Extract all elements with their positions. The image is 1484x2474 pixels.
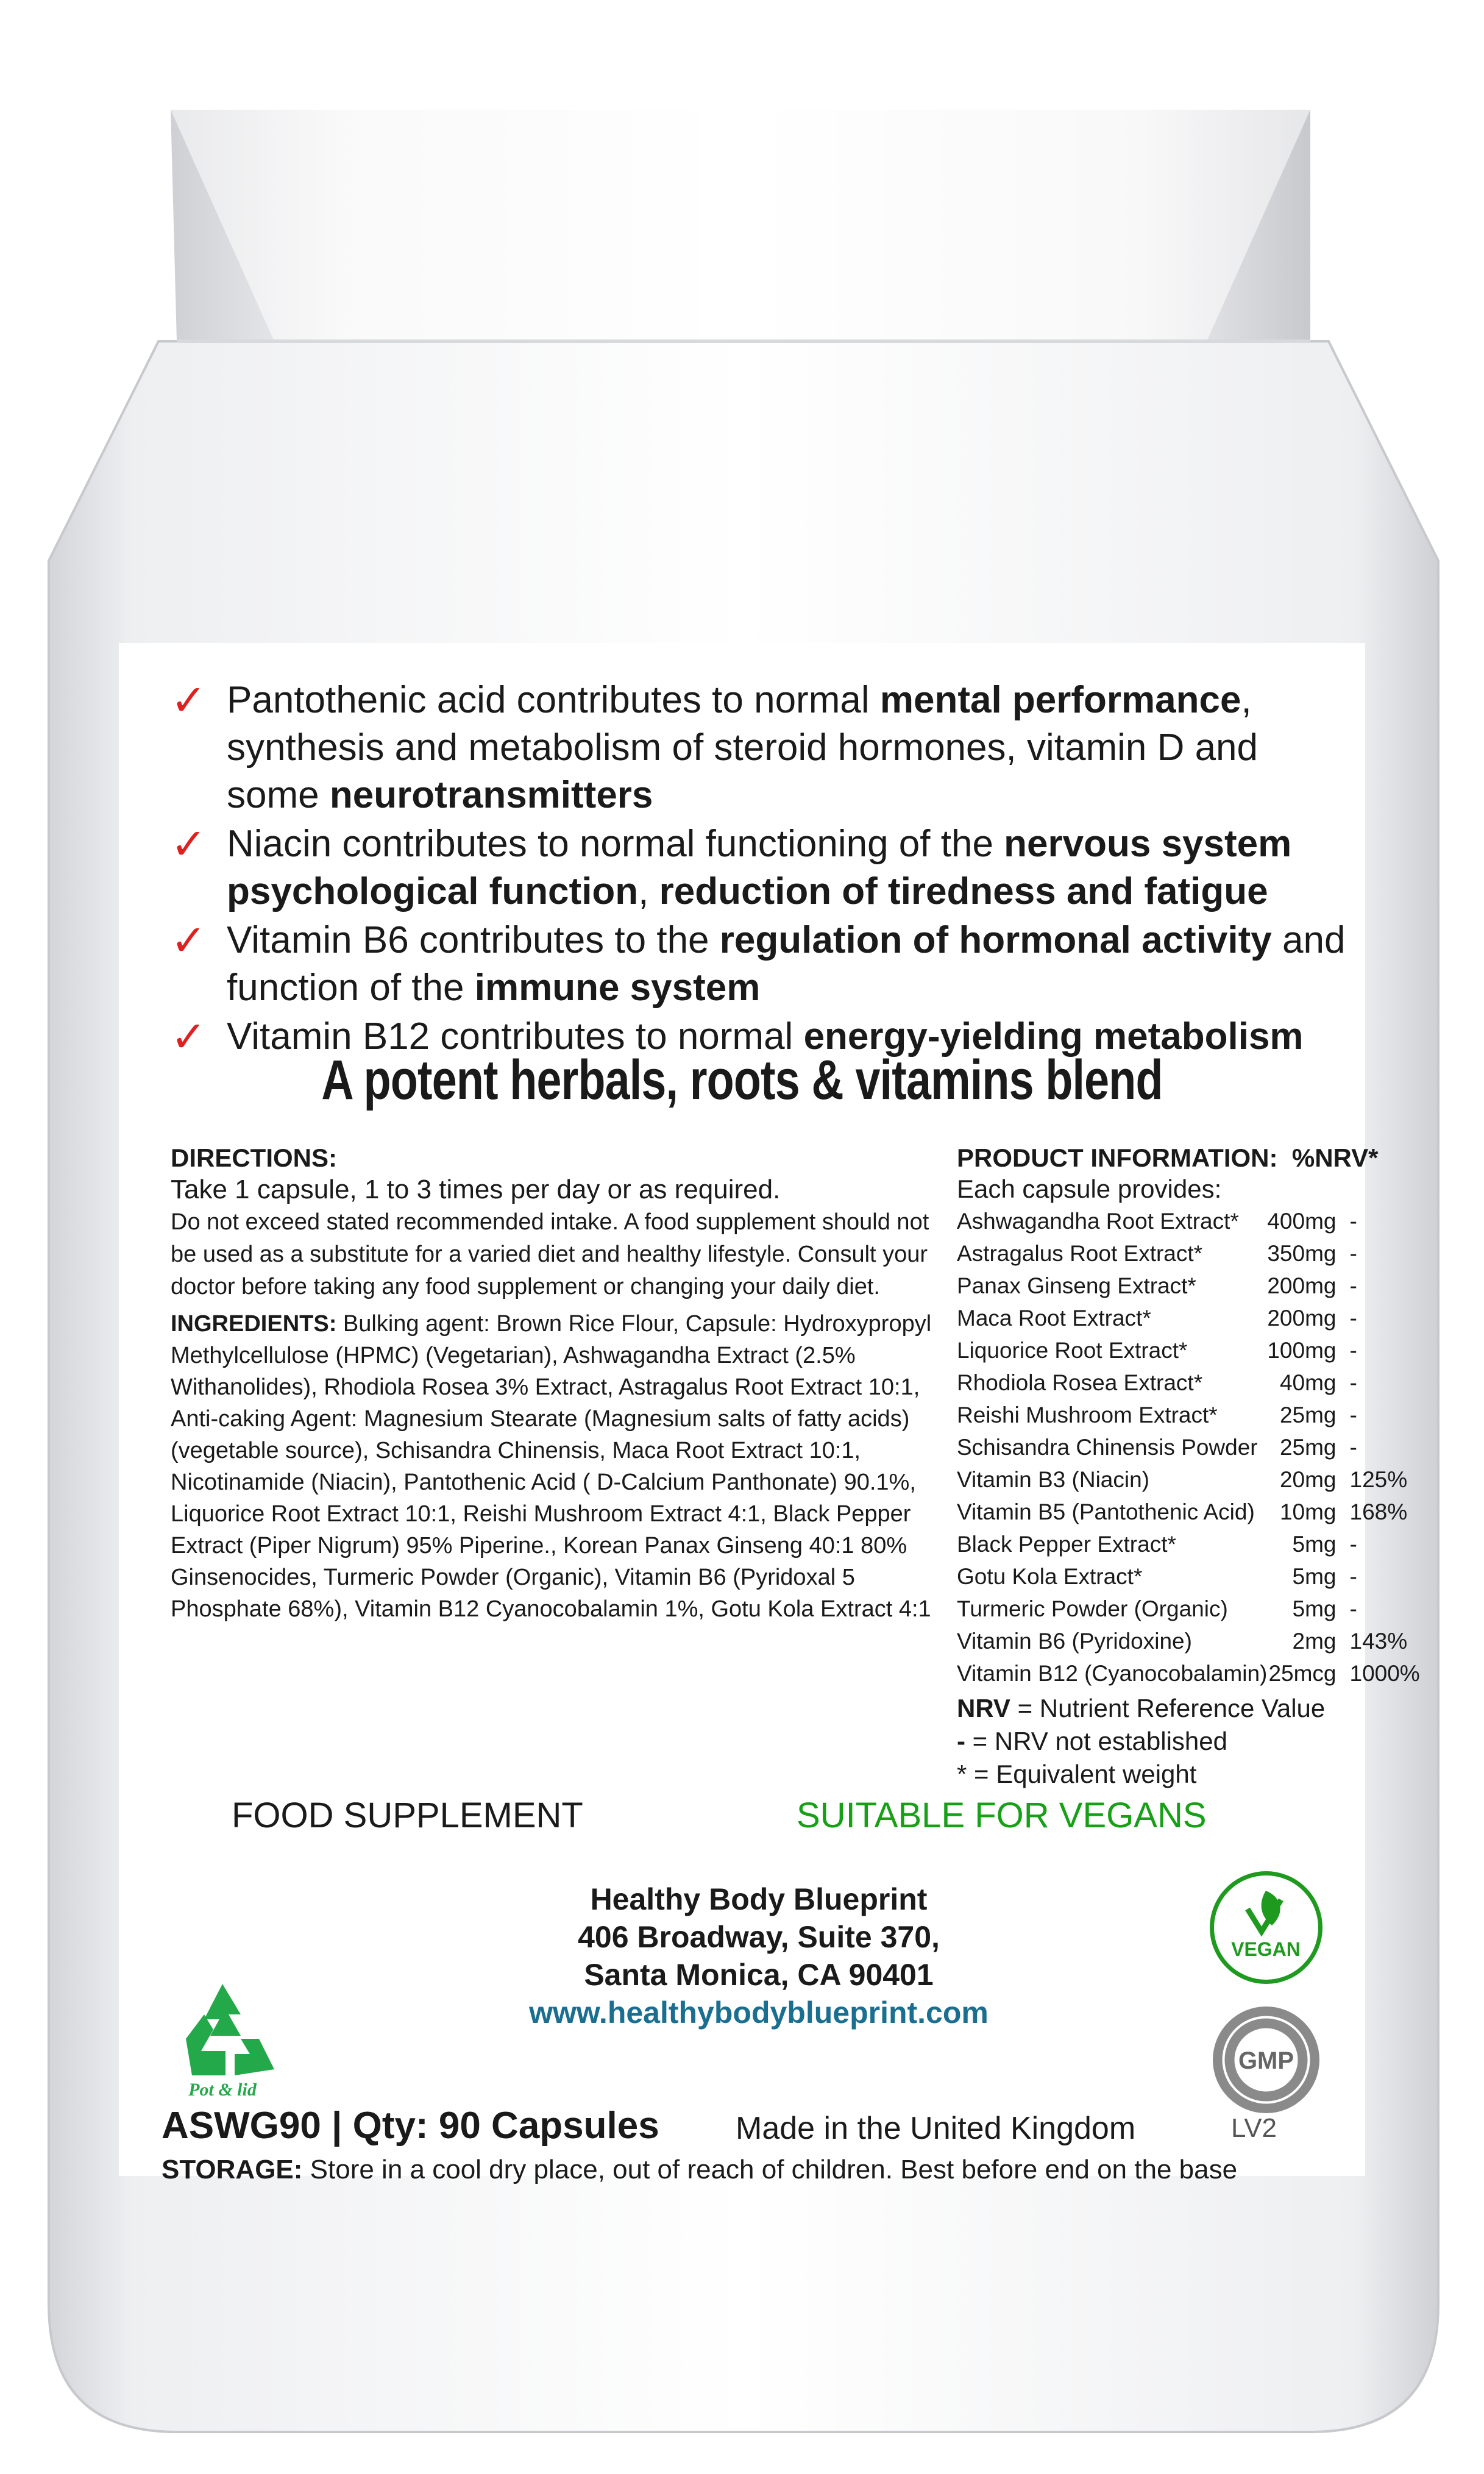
nutrient-row — [957, 1657, 1420, 1690]
nutrient-row — [957, 1560, 1420, 1593]
product-info-header — [957, 1143, 1379, 1173]
nutrient-table — [957, 1205, 1420, 1690]
nutrient-name: Astragalus Root Extract* — [957, 1241, 1203, 1266]
city-address: Santa Monica, CA 90401 — [584, 1958, 934, 1992]
nutrient-nrv: 168% — [1349, 1499, 1408, 1524]
nutrient-amount: 200mg — [1267, 1306, 1337, 1331]
nutrient-row — [957, 1431, 1420, 1463]
recycle-caption: Pot & lid — [188, 2080, 257, 2100]
benefit-bold: regulation of hormonal activity — [719, 919, 1272, 961]
checkmark-icon: ✓ — [171, 820, 207, 868]
nutrient-name: Vitamin B6 (Pyridoxine) — [957, 1629, 1192, 1654]
vegan-badge-text: VEGAN — [1231, 1938, 1301, 1960]
benefit-bold: energy-yielding metabolism — [803, 1015, 1304, 1057]
nutrient-row — [957, 1237, 1420, 1270]
nutrient-nrv: - — [1349, 1564, 1357, 1589]
food-supplement-label: FOOD SUPPLEMENT — [232, 1796, 583, 1835]
nrv-abbrev: NRV — [957, 1694, 1010, 1722]
nutrient-name: Liquorice Root Extract* — [957, 1338, 1188, 1363]
street-address: 406 Broadway, Suite 370, — [578, 1920, 940, 1954]
nutrient-name: Vitamin B3 (Niacin) — [957, 1467, 1149, 1492]
nutrient-name: Gotu Kola Extract* — [957, 1564, 1143, 1589]
nutrient-name: Ashwagandha Root Extract* — [957, 1209, 1239, 1234]
gmp-badge-icon — [1213, 2007, 1319, 2113]
directions-warning: Do not exceed stated recommended intake. A food supplement should not be used as a substitute for a varied diet and healthy lifestyle. Consult your doctor before taking any food supplement or changing your daily diet. — [171, 1209, 929, 1299]
nutrient-row — [957, 1367, 1420, 1399]
nutrient-name: Rhodiola Rosea Extract* — [957, 1370, 1203, 1395]
benefit-item — [171, 820, 1353, 915]
storage-label: STORAGE: — [162, 2155, 303, 2184]
nutrient-nrv: 1000% — [1349, 1661, 1420, 1686]
nrv-legend-text: = NRV not established — [965, 1727, 1227, 1755]
benefit-text: , — [638, 870, 659, 912]
nutrient-amount: 5mg — [1292, 1564, 1337, 1589]
nutrient-amount: 10mg — [1279, 1499, 1337, 1524]
company-address — [485, 1880, 1033, 2031]
nutrient-name: Reishi Mushroom Extract* — [957, 1402, 1218, 1427]
benefit-bold: nervous system psychological function — [227, 823, 1292, 912]
nutrient-row — [957, 1399, 1420, 1431]
nutrient-row — [957, 1270, 1420, 1302]
nutrient-row — [957, 1463, 1420, 1496]
nutrient-row — [957, 1593, 1420, 1625]
ingredients-label: INGREDIENTS: — [171, 1311, 337, 1337]
nrv-legend-line — [957, 1692, 1353, 1725]
nutrient-row — [957, 1302, 1420, 1334]
nrv-legend-line: * = Equivalent weight — [957, 1760, 1197, 1788]
benefit-bold: reduction of tiredness and fatigue — [659, 870, 1268, 912]
benefit-bold: mental performance — [879, 679, 1241, 721]
nutrient-name: Vitamin B12 (Cyanocobalamin) — [957, 1661, 1268, 1686]
benefit-bold: neurotransmitters — [329, 774, 653, 816]
nutrient-name: Black Pepper Extract* — [957, 1532, 1176, 1557]
nutrient-nrv: - — [1349, 1435, 1357, 1460]
ingredients-list: Bulking agent: Brown Rice Flour, Capsule: Hydroxypropyl Methylcellulose (HPMC) (Vegetarian), Ashwagandha Extract (2.5% Withanolides), Rhodiola Rosea 3% Extract, Astragalus Root Extract 10:1, Anti-caking Agent: Magnesium Stearate (Magnesium salts of fatty acids) (vegetable source), Schisandra Chinensis, Maca Root Extract 10:1, Nicotinamide (Niacin), Pantothenic Acid ( D-Calcium Panthonate) 90.1%, Liquorice Root Extract 10:1, Reishi Mushroom Extract 4:1, Black Pepper Extract (Piper Nigrum) 95% Piperine., Korean Panax Ginseng 40:1 80% Ginsenocides, Turmeric Powder (Organic), Vitamin B6 (Pyridoxal 5 Phosphate 68%), Vitamin B12 Cyanocobalamin 1%, Gotu Kola Extract 4:1 — [171, 1311, 932, 1622]
nutrient-amount: 25mg — [1279, 1402, 1337, 1427]
benefit-text: Niacin contributes to normal functioning of the — [227, 823, 1004, 865]
nutrient-amount: 5mg — [1292, 1532, 1337, 1557]
each-capsule-provides: Each capsule provides: — [957, 1175, 1222, 1203]
nutrient-nrv: - — [1349, 1273, 1357, 1298]
vegan-badge-icon — [1210, 1871, 1322, 1984]
benefit-bold: immune system — [474, 967, 761, 1009]
nutrient-nrv: - — [1349, 1370, 1357, 1395]
directions-section — [171, 1143, 939, 1625]
company-name: Healthy Body Blueprint — [590, 1882, 928, 1916]
nrv-legend-line — [957, 1725, 1353, 1758]
gmp-badge-text: GMP — [1238, 2047, 1294, 2074]
benefit-item — [171, 917, 1353, 1012]
nutrient-name: Schisandra Chinensis Powder — [957, 1435, 1258, 1460]
nutrient-amount: 40mg — [1279, 1370, 1337, 1395]
product-label — [119, 643, 1420, 2184]
product-info-title: PRODUCT INFORMATION: — [957, 1143, 1278, 1172]
nutrient-nrv: - — [1349, 1532, 1357, 1557]
nutrient-row — [957, 1528, 1420, 1560]
nutrient-amount: 100mg — [1267, 1338, 1337, 1363]
nutrient-nrv: 143% — [1349, 1629, 1408, 1654]
nutrient-nrv: - — [1349, 1402, 1357, 1427]
nutrient-amount: 25mg — [1279, 1435, 1337, 1460]
nutrient-row — [957, 1205, 1420, 1237]
nutrient-row — [957, 1625, 1420, 1657]
nutrient-amount: 5mg — [1292, 1596, 1337, 1621]
nutrient-nrv: - — [1349, 1209, 1357, 1234]
ingredients-text — [171, 1308, 939, 1625]
suitable-for-vegans-label: SUITABLE FOR VEGANS — [797, 1796, 1207, 1835]
nutrient-nrv: - — [1349, 1241, 1357, 1266]
checkmark-icon: ✓ — [171, 677, 207, 724]
nutrient-amount: 200mg — [1267, 1273, 1337, 1298]
dash-symbol: - — [957, 1727, 965, 1755]
product-information — [957, 1143, 1420, 1791]
benefit-text: , synthesis and metabolism of steroid hormones, vitamin D and some — [227, 679, 1259, 816]
nutrient-amount: 350mg — [1267, 1241, 1337, 1266]
directions-title: DIRECTIONS: — [171, 1143, 337, 1172]
nutrient-nrv: - — [1349, 1306, 1357, 1331]
checkmark-icon: ✓ — [171, 1013, 207, 1061]
benefit-item — [171, 677, 1353, 819]
nutrient-row — [957, 1496, 1420, 1528]
nutrient-name: Panax Ginseng Extract* — [957, 1273, 1196, 1298]
benefit-text: and function of the — [227, 919, 1346, 1009]
nutrient-nrv: - — [1349, 1338, 1357, 1363]
benefit-list — [171, 677, 1353, 1062]
nrv-legend — [957, 1692, 1353, 1791]
nutrient-amount: 400mg — [1267, 1209, 1337, 1234]
nrv-header: %NRV* — [1291, 1143, 1379, 1172]
nutrient-row — [957, 1334, 1420, 1367]
nutrient-amount: 2mg — [1292, 1629, 1337, 1654]
benefit-text: Vitamin B6 contributes to the — [227, 919, 720, 961]
storage-instructions — [162, 2155, 1237, 2185]
directions-dosage: Take 1 capsule, 1 to 3 times per day or as required. — [171, 1175, 781, 1204]
website-link[interactable]: www.healthybodyblueprint.com — [529, 1996, 989, 2030]
nrv-legend-text: = Nutrient Reference Value — [1010, 1694, 1326, 1722]
product-code: ASWG90 | Qty: 90 Capsules — [162, 2105, 659, 2147]
storage-text: Store in a cool dry place, out of reach of children. Best before end on the base — [302, 2155, 1238, 2184]
nutrient-amount: 25mcg — [1268, 1661, 1337, 1686]
made-in-label: Made in the United Kingdom — [736, 2111, 1136, 2146]
nutrient-name: Vitamin B5 (Pantothenic Acid) — [957, 1499, 1255, 1524]
label-version: LV2 — [1231, 2113, 1277, 2143]
nutrient-amount: 20mg — [1279, 1467, 1337, 1492]
nutrient-nrv: - — [1349, 1596, 1357, 1621]
nutrient-name: Maca Root Extract* — [957, 1306, 1151, 1331]
headline: A potent herbals, roots & vitamins blend — [321, 1049, 1163, 1111]
recycle-icon — [168, 1978, 277, 2100]
benefit-text: Pantothenic acid contributes to normal — [227, 679, 880, 721]
benefit-text: Vitamin B12 contributes to normal — [227, 1015, 804, 1057]
nutrient-name: Turmeric Powder (Organic) — [957, 1596, 1228, 1621]
checkmark-icon: ✓ — [171, 917, 207, 964]
nutrient-nrv: 125% — [1349, 1467, 1408, 1492]
